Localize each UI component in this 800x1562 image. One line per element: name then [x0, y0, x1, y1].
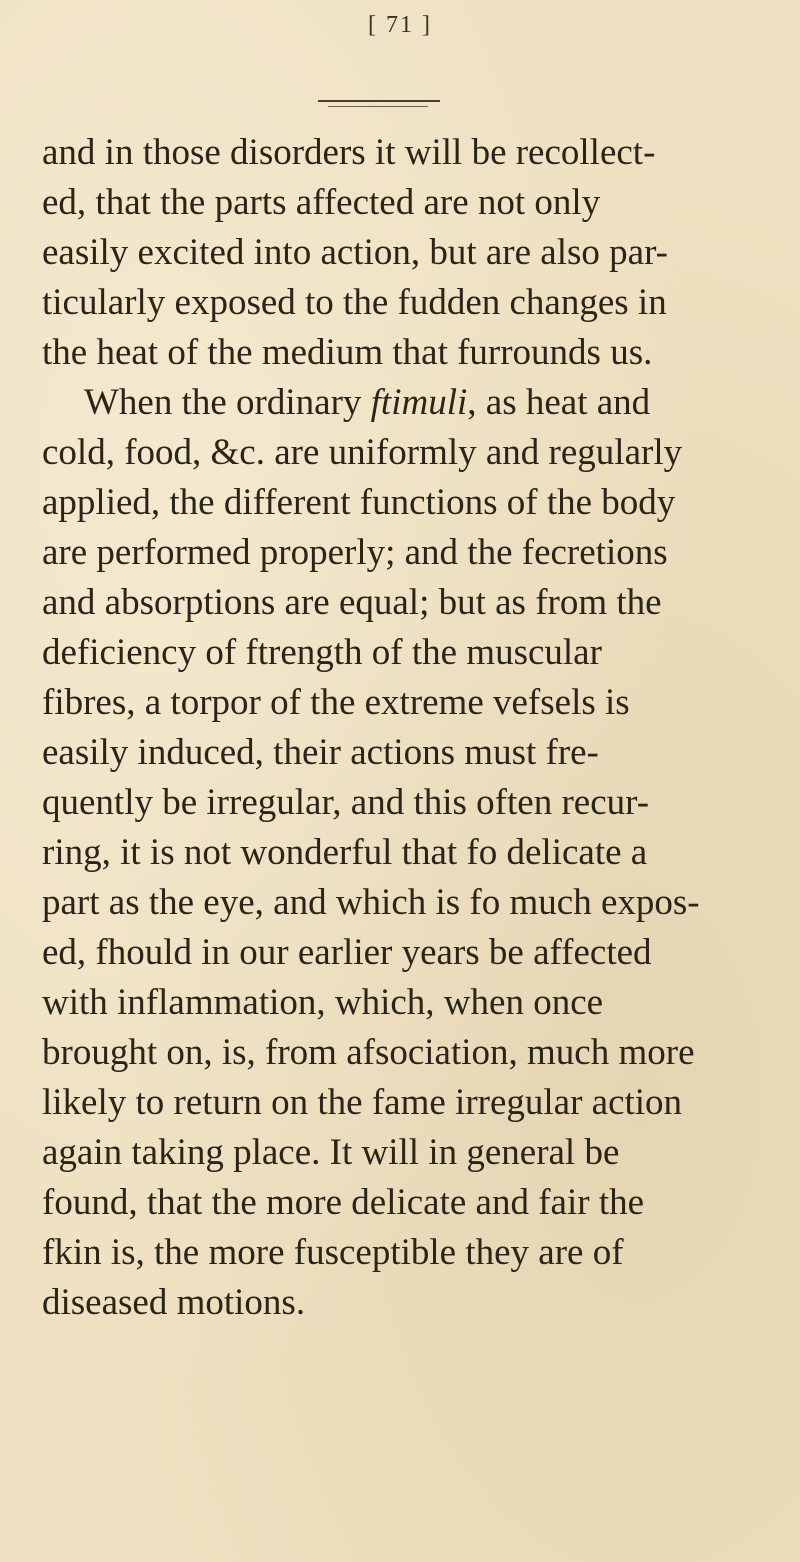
- text-segment: When the ordinary: [84, 382, 371, 423]
- text-line: part as the eye, and which is fo much expos-: [42, 882, 700, 923]
- text-line: cold, food, &c. are uniformly and regularly: [42, 432, 683, 473]
- text-line: are performed properly; and the fecretions: [42, 532, 668, 573]
- text-line: ed, that the parts affected are not only: [42, 182, 601, 223]
- text-line: applied, the different functions of the body: [42, 482, 676, 523]
- paragraph-2: [42, 378, 762, 1328]
- text-line: easily excited into action, but are also par-: [42, 232, 668, 273]
- header-rule: [318, 100, 440, 102]
- text-line-first: [42, 378, 762, 428]
- text-line: found, that the more delicate and fair the: [42, 1182, 645, 1223]
- text-line: brought on, is, from afsociation, much more: [42, 1032, 695, 1073]
- text-line: the heat of the medium that furrounds us.: [42, 332, 653, 373]
- paragraph-1: [42, 128, 762, 378]
- text-line: ring, it is not wonderful that fo delicate a: [42, 832, 648, 873]
- text-segment: , as heat and: [467, 382, 651, 423]
- text-line: deficiency of ftrength of the muscular: [42, 632, 602, 673]
- text-line: easily induced, their actions must fre-: [42, 732, 599, 773]
- text-line: ed, fhould in our earlier years be affected: [42, 932, 652, 973]
- text-line: fibres, a torpor of the extreme vefsels is: [42, 682, 630, 723]
- text-line: again taking place. It will in general be: [42, 1132, 620, 1173]
- page-number: [ 71 ]: [368, 12, 432, 38]
- text-line: likely to return on the fame irregular action: [42, 1082, 683, 1123]
- text-line: and in those disorders it will be recollect-: [42, 132, 656, 173]
- text-line: with inflammation, which, when once: [42, 982, 604, 1023]
- italic-word: ftimuli: [370, 382, 468, 423]
- text-line: quently be irregular, and this often recur-: [42, 782, 650, 823]
- text-line: ticularly exposed to the fudden changes in: [42, 282, 667, 323]
- header-rule-thin: [328, 106, 428, 107]
- text-line: diseased motions.: [42, 1282, 306, 1323]
- text-line: fkin is, the more fusceptible they are of: [42, 1232, 624, 1273]
- text-line: and absorptions are equal; but as from the: [42, 582, 662, 623]
